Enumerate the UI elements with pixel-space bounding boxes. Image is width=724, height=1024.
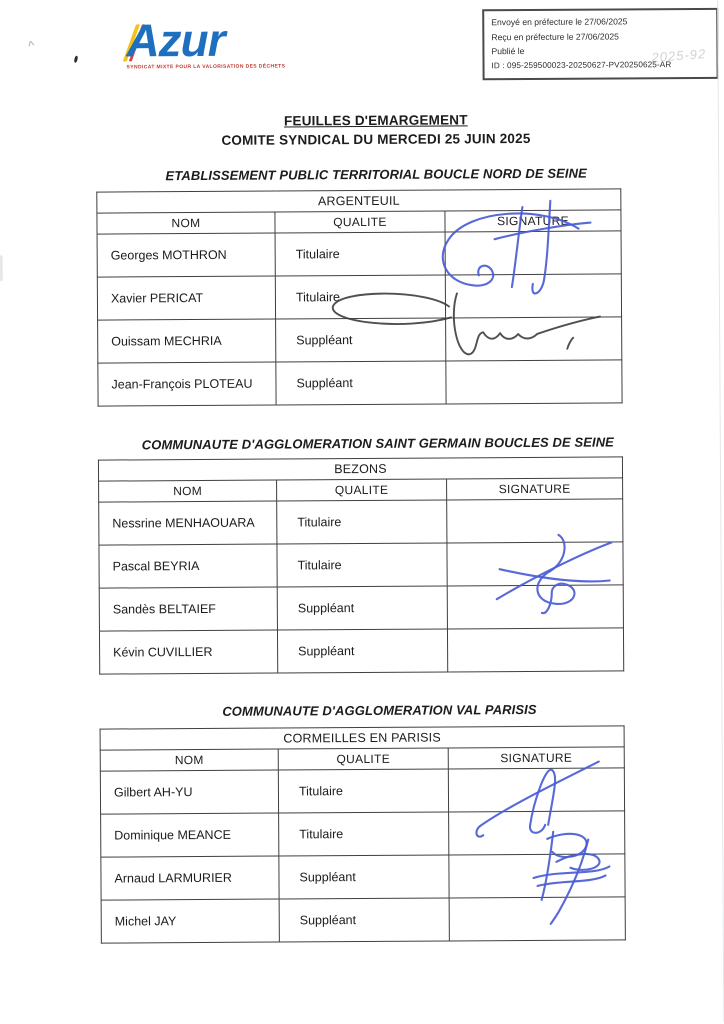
- table-row: [100, 768, 624, 814]
- stamp-watermark: 2025-92: [651, 46, 707, 66]
- member-role: Suppléant: [279, 898, 449, 942]
- section-heading-val-parisis: COMMUNAUTE D'AGGLOMERATION VAL PARISIS: [222, 701, 537, 719]
- member-name: Sandès BELTAIEF: [99, 587, 277, 631]
- member-name: Georges MOTHRON: [97, 233, 275, 277]
- table-row: [101, 897, 625, 943]
- stamp-line-sent: Envoyé en préfecture le 27/06/2025: [491, 16, 628, 28]
- member-name: Gilbert AH-YU: [100, 770, 278, 814]
- column-header-signature: SIGNATURE: [447, 478, 623, 500]
- table-city-header: BEZONS: [98, 457, 622, 481]
- table-row: [98, 360, 622, 406]
- column-header-signature: SIGNATURE: [448, 747, 624, 769]
- logo-tagline: SYNDICAT MIXTE POUR LA VALORISATION DES DÉCHETS: [126, 63, 286, 71]
- column-header-nom: NOM: [97, 212, 275, 234]
- column-header-qualite: QUALITE: [278, 748, 448, 770]
- member-role: Titulaire: [278, 769, 448, 813]
- table-row: [99, 542, 623, 588]
- section-heading-saint-germain-boucles-de-seine: COMMUNAUTE D'AGGLOMERATION SAINT GERMAIN BOUCLES DE SEINE: [141, 434, 614, 453]
- column-header-qualite: QUALITE: [275, 211, 445, 233]
- logo-wordmark: Azur: [126, 13, 225, 67]
- signature-cell: [449, 854, 625, 898]
- member-role: Titulaire: [277, 500, 447, 544]
- scan-smudge: [0, 255, 3, 281]
- pencil-caret-mark: ^: [26, 37, 37, 54]
- member-role: Suppléant: [277, 586, 447, 630]
- column-header-signature: SIGNATURE: [445, 210, 621, 232]
- signature-cell: [447, 499, 623, 543]
- member-role: Suppléant: [277, 629, 447, 673]
- member-role: Titulaire: [275, 275, 445, 319]
- column-header-qualite: QUALITE: [277, 479, 447, 501]
- member-name: Dominique MEANCE: [101, 813, 279, 857]
- member-role: Titulaire: [279, 812, 449, 856]
- table-cormeilles-en-parisis: [100, 725, 625, 940]
- member-role: Titulaire: [275, 232, 445, 276]
- member-name: Ouissam MECHRIA: [98, 319, 276, 363]
- member-name: Nessrine MENHAOUARA: [99, 501, 277, 545]
- stamp-line-received: Reçu en préfecture le 27/06/2025: [491, 31, 619, 42]
- document-subtitle: COMITE SYNDICAL DU MERCEDI 25 JUIN 2025: [221, 130, 531, 148]
- member-name: Kévin CUVILLIER: [99, 630, 277, 674]
- member-role: Titulaire: [277, 543, 447, 587]
- section-heading-boucle-nord-de-seine: ETABLISSEMENT PUBLIC TERRITORIAL BOUCLE NORD DE SEINE: [165, 165, 587, 184]
- signature-cell: [447, 628, 623, 672]
- signature-cell: [449, 811, 625, 855]
- scan-edge-line: [717, 0, 724, 1022]
- member-name: Jean-François PLOTEAU: [98, 362, 276, 406]
- member-name: Michel JAY: [101, 899, 279, 943]
- ink-tick-mark: [74, 55, 79, 63]
- table-row: [97, 274, 621, 320]
- signature-cell: [447, 585, 623, 629]
- member-name: Pascal BEYRIA: [99, 544, 277, 588]
- signature-cell: [446, 317, 622, 361]
- column-header-nom: NOM: [99, 480, 277, 502]
- prefecture-stamp-box: [482, 8, 718, 81]
- signature-cell: [445, 231, 621, 275]
- member-role: Suppléant: [276, 361, 446, 405]
- member-name: Xavier PERICAT: [97, 276, 275, 320]
- table-city-header: ARGENTEUIL: [97, 189, 621, 213]
- table-city-header: CORMEILLES EN PARISIS: [100, 726, 624, 750]
- column-header-nom: NOM: [100, 749, 278, 771]
- member-role: Suppléant: [276, 318, 446, 362]
- table-row: [99, 628, 623, 674]
- signature-cell: [449, 897, 625, 941]
- document-title: FEUILLES D'EMARGEMENT: [283, 112, 468, 129]
- member-name: Arnaud LARMURIER: [101, 856, 279, 900]
- stamp-line-id: ID : 095-259500023-20250627-PV20250625-AR: [491, 59, 672, 70]
- table-row: [101, 854, 625, 900]
- signature-cell: [447, 542, 623, 586]
- signature-cell: [445, 274, 621, 318]
- member-role: Suppléant: [279, 855, 449, 899]
- table-row: [99, 499, 623, 545]
- document-title-block: [29, 111, 723, 149]
- signature-cell: [448, 768, 624, 812]
- stamp-line-published: Publié le: [491, 46, 525, 57]
- table-argenteuil: [96, 188, 621, 403]
- azur-logo: [126, 13, 296, 71]
- table-row: [97, 231, 621, 277]
- table-row: [98, 317, 622, 363]
- table-bezons: [98, 456, 623, 671]
- table-row: [99, 585, 623, 631]
- signature-cell: [446, 360, 622, 404]
- table-row: [101, 811, 625, 857]
